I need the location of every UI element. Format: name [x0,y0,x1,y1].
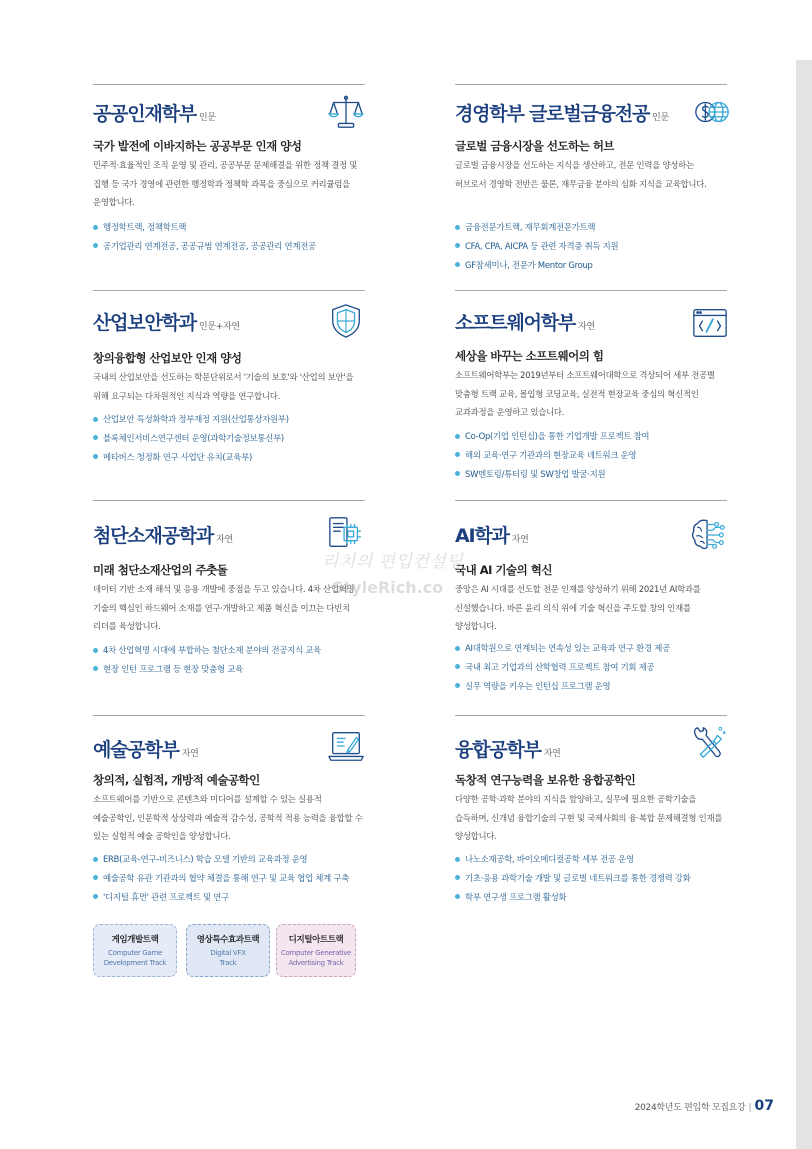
section-divider [455,500,727,501]
section-description: 소프트웨어학부는 2019년부터 소프트웨어대학으로 격상되어 세부 전공별 맞춤형 트랙 교육, 몰입형 코딩교육, 실전적 현장교육 중심의 혁신적인 교과과정을 운영하고 있습니다. [455,370,715,417]
list-item: 행정학트랙, 정책학트랙 [93,218,369,237]
section-subtitle: 창의융합형 산업보안 인재 양성 [93,351,242,365]
department-name: 산업보안학과 [93,312,196,334]
section-art-engineering [93,715,365,915]
section-divider [455,290,727,291]
section-divider [93,715,365,716]
section-title [455,735,561,762]
list-item: 현장 인턴 프로그램 등 현장 맞춤형 교육 [93,660,369,679]
section-description: 소프트웨어를 기반으로 콘텐츠와 미디어를 설계할 수 있는 실용적 예술공학인, 인문학적 상상력과 예술적 감수성, 공학적 적용 능력을 융합할 수 있는 실험적 예술 공학인을 양성합니다. [93,794,363,841]
list-item: SW멘토링/튜터링 및 SW창업 발굴·지원 [455,465,731,484]
department-name: 융합공학부 [455,739,541,761]
list-item: CFA, CPA, AICPA 등 관련 자격증 취득 지원 [455,237,731,256]
watermark-english: StyleRich.co [332,578,444,597]
list-item: 산업보안 특성화학과 정부재정 지원(산업통상자원부) [93,410,369,429]
track-english-line: Computer Generative [280,949,352,957]
field-tag: 자연 [181,749,199,759]
section-subtitle: 글로벌 금융시장을 선도하는 허브 [455,139,615,153]
section-subtitle: 국내 AI 기술의 혁신 [455,563,552,577]
bullet-list [455,850,731,906]
list-item: 국내 최고 기업과의 산학협력 프로젝트 참여 기회 제공 [455,658,731,677]
track-name: 영상특수효과트랙 [196,935,260,945]
section-description: 글로벌 금융시장을 선도하는 지식을 생산하고, 전문 인력을 양성하는 허브로서 경영학 전반은 물론, 재무금융 분야의 심화 지식을 교육합니다. [455,160,707,189]
department-name: 첨단소재공학과 [93,525,214,547]
track-badges [93,924,363,977]
watermark-korean: 리치의 편입컨설팅 [322,552,464,572]
side-index-tab [796,60,812,1149]
field-tag: 인문+자연 [198,322,240,332]
track-english-line: Digital VFX [210,949,246,957]
page-number: 07 [754,1098,774,1114]
list-item: 기초·응용 과학기술 개발 및 글로벌 네트워크를 통한 경쟁력 강화 [455,869,731,888]
section-title [93,99,216,126]
section-ai [455,500,727,700]
section-software [455,290,727,500]
track-english-line: Development Track [103,959,167,967]
list-item: 예술공학 유관 기관과의 협약 체결을 통해 연구 및 교육 협업 체계 구축 [93,869,369,888]
section-divider [93,290,365,291]
list-item: 실무 역량을 키우는 인턴십 프로그램 운영 [455,677,731,696]
bullet-list [455,427,731,483]
section-title [93,521,233,548]
section-title [455,99,669,126]
laptop-design-icon [327,727,365,765]
section-public-talent [93,84,365,264]
page-footer [635,1095,774,1114]
field-tag: 자연 [578,322,595,332]
tools-icon [689,724,727,762]
list-item: 해외 교육·연구 기관과의 현장교육 네트워크 운영 [455,446,731,465]
department-name: 소프트웨어학부 [455,312,576,334]
code-window-icon [691,304,729,342]
section-divider [455,84,727,85]
track-english-line: Computer Game [108,949,162,957]
shield-icon [327,302,365,340]
bullet-list [455,639,731,695]
track-english-line: Advertising Track [288,959,344,967]
department-name: 공공인재학부 [93,103,196,125]
department-name: 예술공학부 [93,739,179,761]
section-description: 다양한 공학·과학 분야의 지식을 함양하고, 실무에 필요한 공학기술을 습득하며, 신개념 융합기술의 구현 및 국제사회의 융·복합 문제해결형 인재를 양성합니다. [455,794,723,841]
list-item: '디지털 휴먼' 관련 프로젝트 및 연구 [93,888,369,907]
section-title [93,308,240,335]
section-industrial-security [93,290,365,490]
section-subtitle: 미래 첨단소재산업의 주춧돌 [93,563,228,577]
field-tag: 인문 [198,113,216,123]
bullet-list [93,850,369,906]
bullet-list [455,218,731,274]
bullet-list [93,218,369,256]
field-tag: 자연 [511,535,529,545]
track-badge-digital-art [276,924,356,977]
section-description: 민주적·효율적인 조직 운영 및 관리, 공공부문 문제해결을 위한 정책 결정 및 집행 등 국가 경영에 관련한 행정학과 정책학 과목을 중심으로 커리큘럼을 운영합니다. [93,160,358,207]
field-tag: 자연 [216,535,233,545]
section-advanced-materials [93,500,365,700]
field-tag: 인문 [652,113,669,123]
section-subtitle: 독창적 연구능력을 보유한 융합공학인 [455,773,636,787]
section-global-finance [455,84,727,284]
footer-text: 2024학년도 편입학 모집요강 [634,1103,746,1113]
department-name: AI학과 [455,525,509,547]
track-badge-vfx [186,924,270,977]
bullet-list [93,641,369,679]
scales-icon [327,93,365,131]
track-name: 게임개발트랙 [111,935,159,945]
field-tag: 자연 [543,749,561,759]
section-description: 국내의 산업보안을 선도하는 학문단위로서 '기술의 보호'와 '산업의 보안'을 위해 요구되는 다차원적인 지식과 역량을 연구합니다. [93,372,354,401]
section-divider [93,84,365,85]
list-item: GF참세미나, 전문가 Mentor Group [455,256,731,275]
section-subtitle: 창의적, 실험적, 개방적 예술공학인 [93,773,260,787]
list-item: Co-Op(기업 인턴십)을 통한 기업개발 프로젝트 참여 [455,427,731,446]
footer-separator: | [748,1103,752,1113]
list-item: 공기업관리 연계전공, 공공규범 연계전공, 공공관리 연계전공 [93,237,369,256]
list-item: 학부 연구생 프로그램 활성화 [455,888,731,907]
section-title [93,735,199,762]
section-subtitle: 국가 발전에 이바지하는 공공부문 인재 양성 [93,139,302,153]
list-item: AI대학원으로 연계되는 연속성 있는 교육과 연구 환경 제공 [455,639,731,658]
bullet-list [93,410,369,466]
list-item: ERB(교육-연구-비즈니스) 학습 모델 기반의 교육과정 운영 [93,850,369,869]
list-item: 나노소재공학, 바이오메디컬공학 세부 전공 운영 [455,850,731,869]
dollar-globe-icon [693,93,731,131]
track-english-line: Track [219,959,237,967]
section-description: 중앙은 AI 시대를 선도할 전문 인재를 양성하기 위해 2021년 AI학과를 신설했습니다. 바른 윤리 의식 위에 기술 혁신을 주도할 창의 인재를 양성합니다. [455,584,701,631]
track-name: 디지털아트트랙 [288,935,344,945]
section-divider [93,500,365,501]
list-item: 메타버스 청정화 연구 사업단 유치(교육부) [93,448,369,467]
section-subtitle: 세상을 바꾸는 소프트웨어의 힘 [455,349,604,363]
list-item: 4차 산업혁명 시대에 부합하는 첨단소재 분야의 전공지식 교육 [93,641,369,660]
brain-circuit-icon [689,515,727,553]
list-item: 금융전문가트랙, 재무회계전문가트랙 [455,218,731,237]
section-title [455,521,528,548]
section-description: 데이터 기반 소재 해석 및 응용 개발에 중점을 두고 있습니다. 4차 산업혁명 기술의 핵심인 하드웨어 소재를 연구·개발하고 제품 혁신을 이끄는 다빈치 리더를 육성합니다. [93,584,355,631]
department-name: 경영학부 글로벌금융전공 [455,103,650,125]
section-title [455,308,595,335]
section-convergence-engineering [455,715,727,915]
list-item: 블록체인서비스연구센터 운영(과학기술정보통신부) [93,429,369,448]
section-divider [455,715,727,716]
track-badge-game [93,924,177,977]
